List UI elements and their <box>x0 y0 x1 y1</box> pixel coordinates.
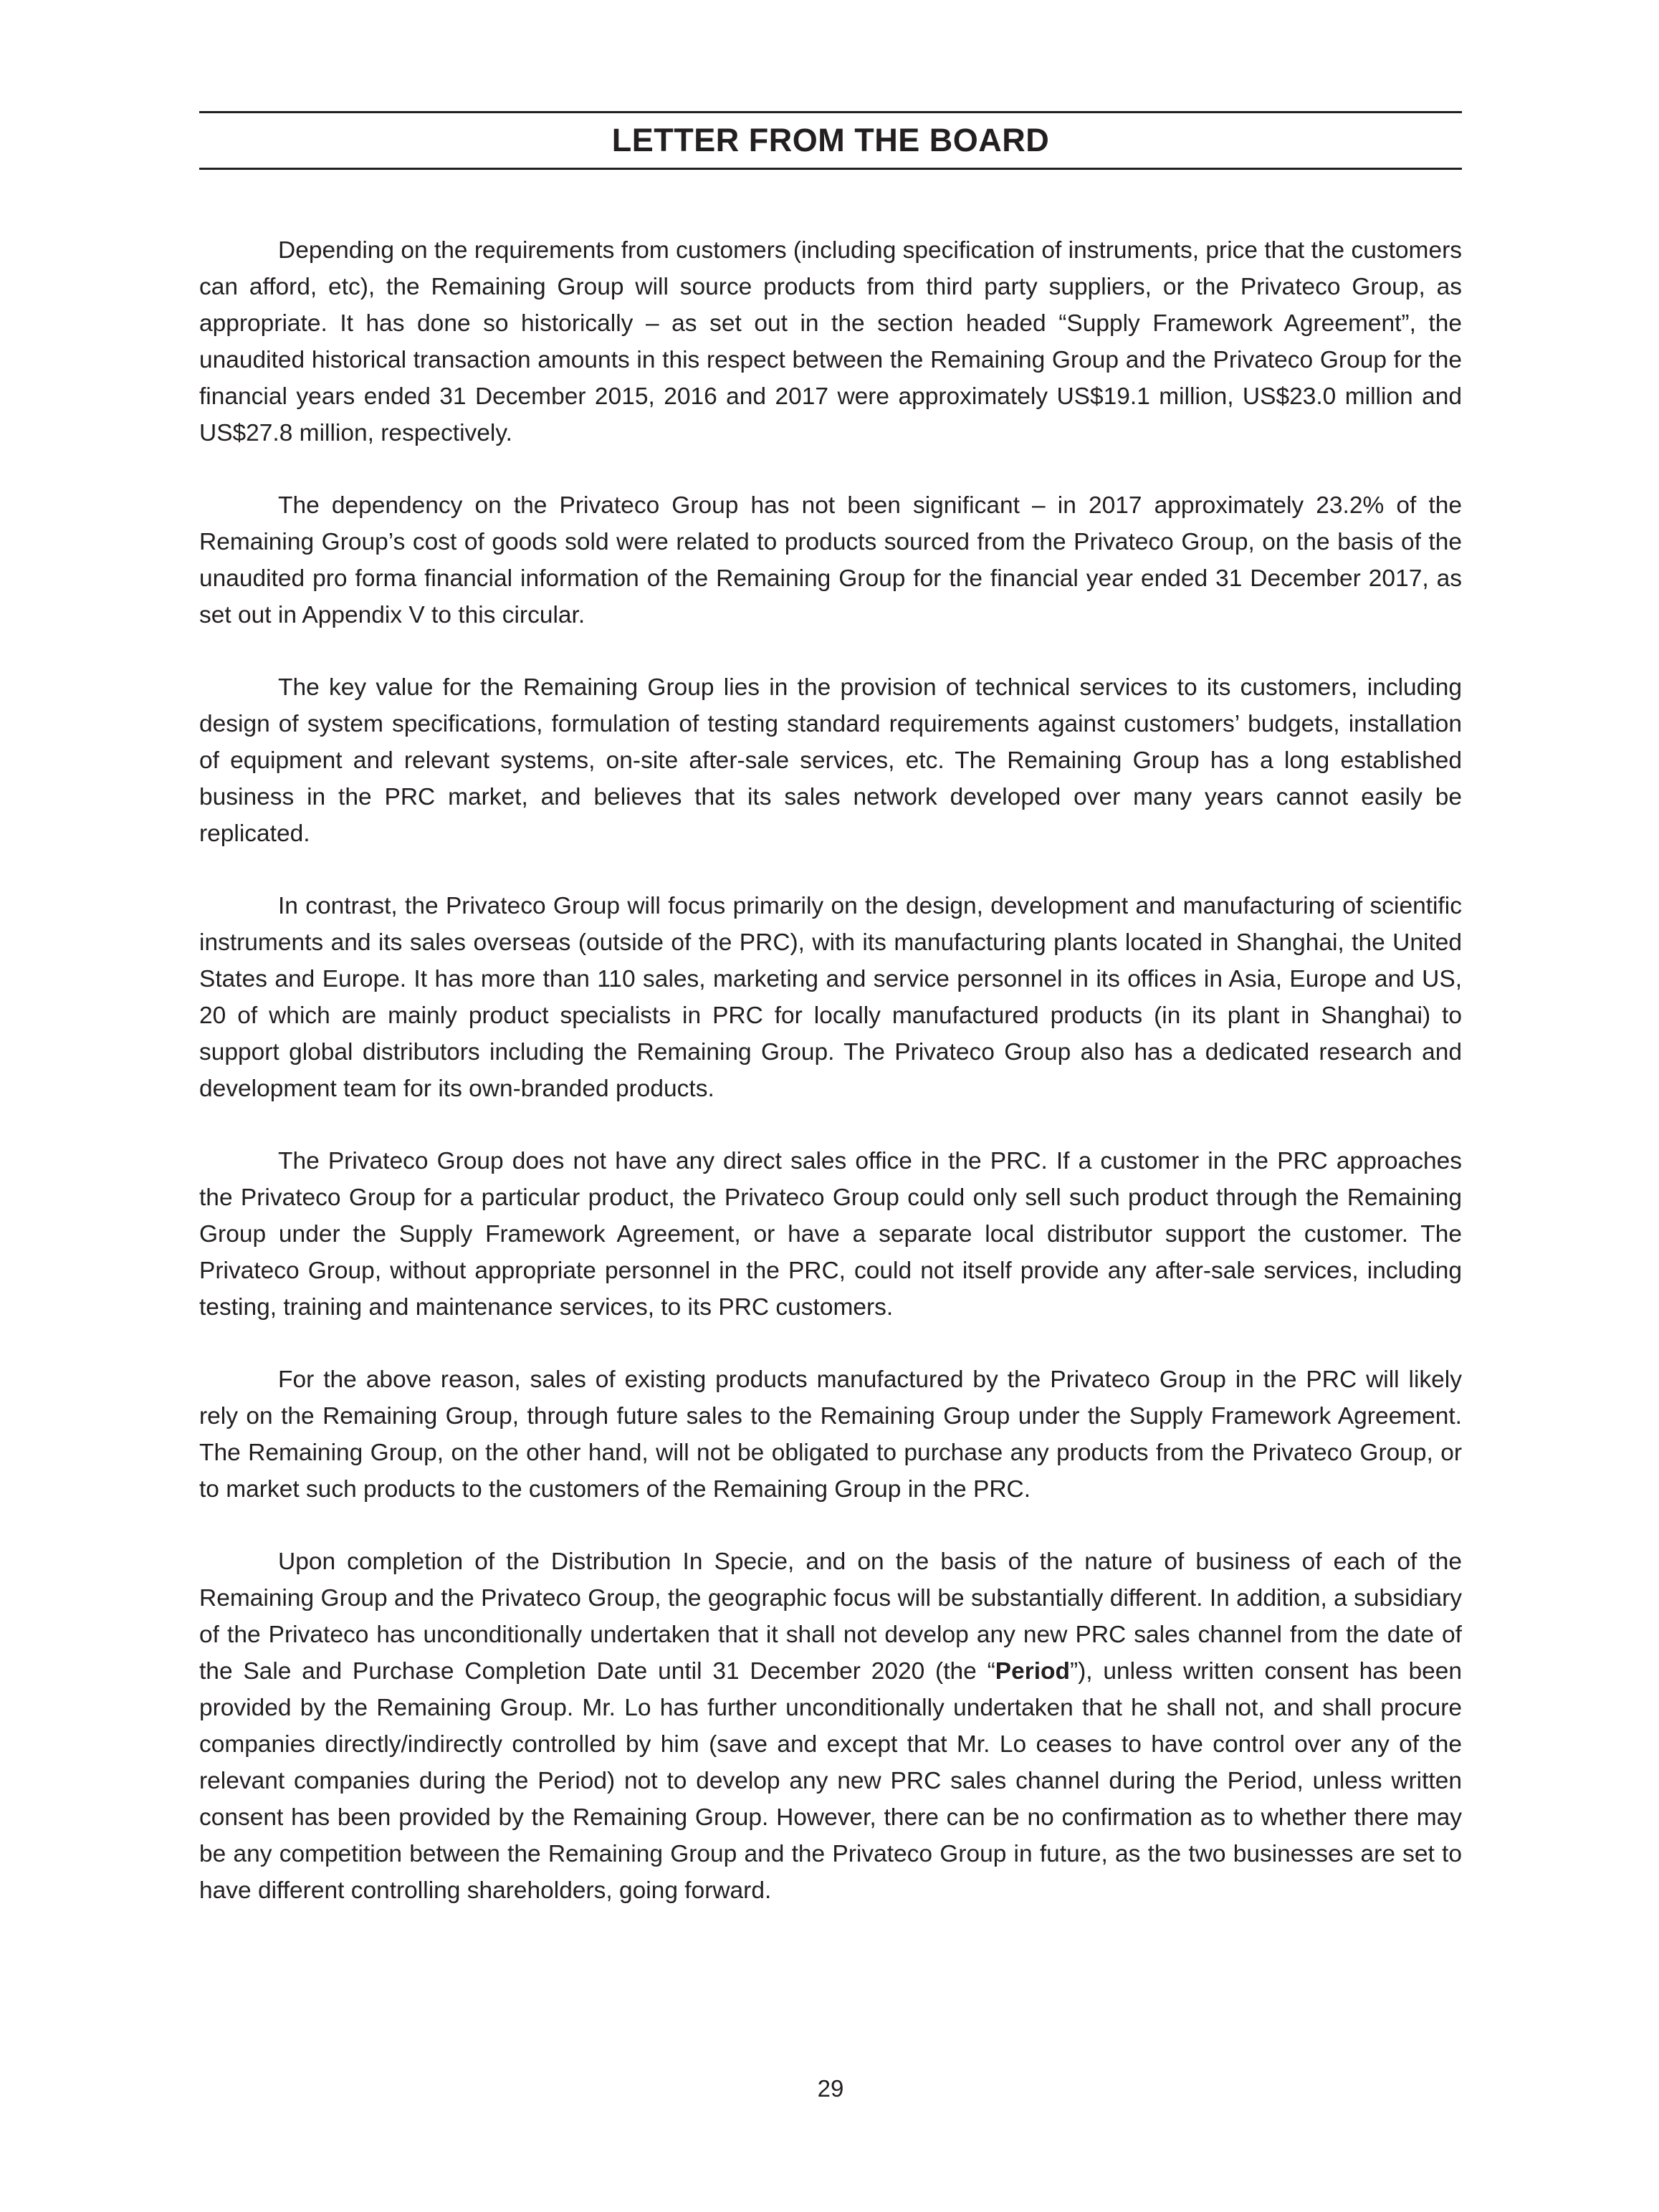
paragraph-non-competition <box>199 1543 1462 1909</box>
non-competition-text-before: Upon completion of the Distribution In Specie, and on the basis of the nature of business of each of the Remaining Group and the Privateco Group, the geographic focus will be substantially different. In addition, a subsidiary of the Privateco has unconditionally undertaken that it shall not develop any new PRC sales channel from the date of the Sale and Purchase Completion Date until 31 December 2020 (the “ <box>199 1548 1462 1685</box>
paragraph-dependency: The dependency on the Privateco Group has not been significant – in 2017 approximately 23.2% of the Remaining Group’s cost of goods sold were related to products sourced from the Privateco Group, on the basis of the unaudited pro forma financial information of the Remaining Group for the financial year ended 31 December 2017, as set out in Appendix V to this circular. <box>199 492 1462 628</box>
defined-term-period: Period <box>995 1658 1070 1685</box>
paragraph-no-prc-office: The Privateco Group does not have any direct sales office in the PRC. If a customer in the PRC approaches the Privateco Group for a particular product, the Privateco Group could only sell such product through the Remaining Group under the Supply Framework Agreement, or have a separate local distributor support the customer. The Privateco Group, without appropriate personnel in the PRC, could not itself provide any after-sale services, including testing, training and maintenance services, to its PRC customers. <box>199 1148 1462 1321</box>
paragraph-supply-sourcing: Depending on the requirements from customers (including specification of instruments, price that the customers can afford, etc), the Remaining Group will source products from third party suppliers, or the Privateco Group, as appropriate. It has done so historically – as set out in the section headed “Supply Framework Agreement”, the unaudited historical transaction amounts in this respect between the Remaining Group and the Privateco Group for the financial years ended 31 December 2015, 2016 and 2017 were approximately US$19.1 million, US$23.0 million and US$27.8 million, respectively. <box>199 237 1462 446</box>
non-competition-text-after: ”), unless written consent has been provided by the Remaining Group. Mr. Lo has further unconditionally undertaken that he shall not, and shall procure companies directly/indirectly controlled by him (save and except that Mr. Lo ceases to have control over any of the relevant companies during the Period) not to develop any new PRC sales channel during the Period, unless written consent has been provided by the Remaining Group. However, there can be no confirmation as to whether there may be any competition between the Remaining Group and the Privateco Group in future, as the two businesses are set to have different controlling shareholders, going forward. <box>199 1658 1462 1904</box>
paragraph-key-value: The key value for the Remaining Group lies in the provision of technical services to its customers, including design of system specifications, formulation of testing standard requirements against customers’ budgets, installation of equipment and relevant systems, on-site after-sale services, etc. The Remaining Group has a long established business in the PRC market, and believes that its sales network developed over many years cannot easily be replicated. <box>199 674 1462 847</box>
letter-body <box>199 232 1462 1945</box>
page-title: LETTER FROM THE BOARD <box>611 122 1050 158</box>
header-bottom-rule <box>199 168 1462 170</box>
paragraph-reliance: For the above reason, sales of existing products manufactured by the Privateco Group in the PRC will likely rely on the Remaining Group, through future sales to the Remaining Group under the Supply Framework Agreement. The Remaining Group, on the other hand, will not be obligated to purchase any products from the Privateco Group, or to market such products to the customers of the Remaining Group in the PRC. <box>199 1366 1462 1503</box>
paragraph-privateco-focus: In contrast, the Privateco Group will focus primarily on the design, development and manufacturing of scientific instruments and its sales overseas (outside of the PRC), with its manufacturing plants located in Shanghai, the United States and Europe. It has more than 110 sales, marketing and service personnel in its offices in Asia, Europe and US, 20 of which are mainly product specialists in PRC for locally manufactured products (in its plant in Shanghai) to support global distributors including the Remaining Group. The Privateco Group also has a dedicated research and development team for its own-branded products. <box>199 893 1462 1102</box>
page-number: 29 <box>817 2075 844 2102</box>
header-top-rule <box>199 111 1462 113</box>
